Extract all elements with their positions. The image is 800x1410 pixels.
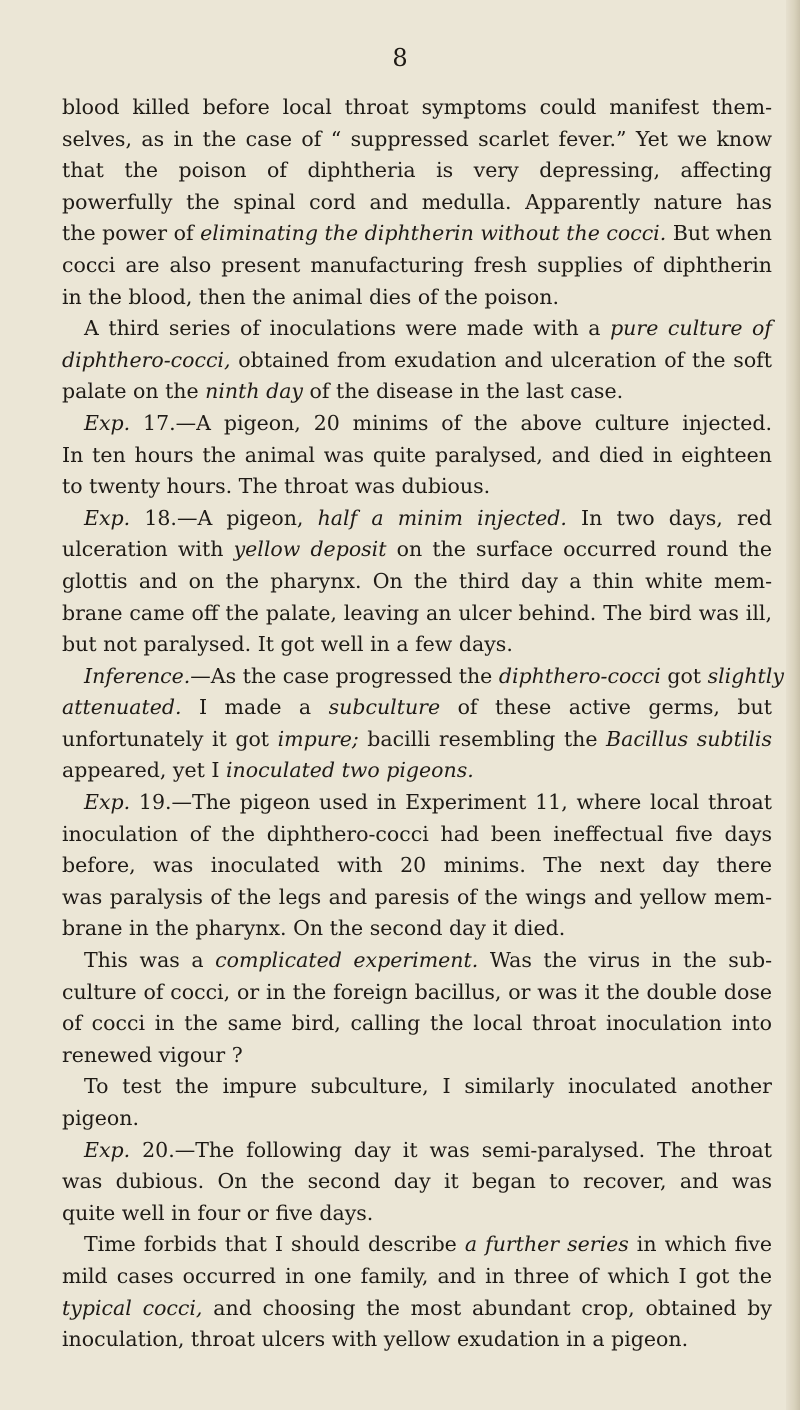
text-line xyxy=(62,629,772,661)
italic-text: attenuated. xyxy=(62,695,182,720)
text-line xyxy=(62,187,772,219)
body-text-run: This was a xyxy=(84,948,216,973)
text-line xyxy=(62,1166,772,1198)
italic-text: Bacillus subtilis xyxy=(606,726,773,751)
body-text-run: A third series of inoculations were made with a xyxy=(84,316,611,341)
text-line xyxy=(62,787,772,819)
text-line xyxy=(62,1040,772,1072)
body-text-run: —As the case progressed the xyxy=(190,663,499,688)
body-text-run: of these active germs, but xyxy=(440,695,772,720)
italic-text: ninth day xyxy=(205,379,304,404)
italic-text: Exp. xyxy=(84,790,131,815)
text-line xyxy=(62,1261,772,1293)
body-text-run: the power of xyxy=(62,221,201,246)
italic-text: Exp. xyxy=(84,1137,131,1162)
body-text-run: powerfully the spinal cord and medulla. Apparently nature has xyxy=(62,189,772,214)
body-text-run: pigeon. xyxy=(62,1106,139,1130)
italic-text: impure; xyxy=(277,726,359,751)
body-text xyxy=(62,92,784,1356)
body-text-run: that the poison of diphtheria is very depressing, affecting xyxy=(62,158,772,183)
italic-text: typical cocci, xyxy=(62,1295,203,1320)
text-line xyxy=(62,819,772,851)
text-line xyxy=(62,1198,772,1230)
body-text-run: got xyxy=(660,663,708,688)
italic-text: a further series xyxy=(464,1232,629,1257)
body-text-run: blood killed before local throat symptoms could manifest them- xyxy=(62,95,772,119)
text-line xyxy=(62,882,772,914)
text-line xyxy=(62,440,772,472)
body-text-run: was dubious. On the second day it began to recover, and was xyxy=(62,1169,772,1194)
body-text-run: was paralysis of the legs and paresis of the wings and yellow mem- xyxy=(62,884,772,909)
body-text-run: on the surface occurred round the xyxy=(386,537,773,562)
text-line xyxy=(62,503,772,535)
text-line xyxy=(62,1293,772,1325)
body-text-run: in the blood, then the animal dies of the poison. xyxy=(62,284,559,309)
body-text-run: culture of cocci, or in the foreign bacillus, or was it the double dose xyxy=(62,979,772,1004)
italic-text: inoculated two pigeons. xyxy=(226,758,474,783)
body-text-run: appeared, yet I xyxy=(62,758,226,783)
body-text-run: quite well in four or five days. xyxy=(62,1200,374,1225)
text-line xyxy=(62,155,772,187)
body-text-run: glottis and on the pharynx. On the third day a thin white mem- xyxy=(62,568,772,593)
italic-text: yellow deposit xyxy=(233,537,387,562)
page-edge-shadow xyxy=(786,0,800,1410)
body-text-run: 19.—The pigeon used in Experiment 11, where local throat xyxy=(130,790,772,815)
text-line xyxy=(62,850,772,882)
italic-text: Exp. xyxy=(84,505,131,530)
body-text-run: Time forbids that I should describe xyxy=(84,1232,465,1257)
page-number: 8 xyxy=(392,44,408,72)
body-text-run: renewed vigour ? xyxy=(62,1042,243,1067)
body-text-run: 18.—A pigeon, xyxy=(130,505,318,530)
text-line xyxy=(62,345,772,377)
italic-text: Exp. xyxy=(84,410,131,435)
body-text-run: brane in the pharynx. On the second day it died. xyxy=(62,916,566,941)
body-text-run: bacilli resembling the xyxy=(358,726,607,751)
text-line xyxy=(62,408,772,440)
italic-text: subculture xyxy=(328,695,441,720)
body-text-run: inoculation, throat ulcers with yellow exudation in a pigeon. xyxy=(62,1327,689,1352)
italic-text: eliminating the diphtherin without the cocci. xyxy=(200,221,667,246)
body-text-run: inoculation of the diphthero-cocci had been ineffectual five days xyxy=(62,821,772,846)
text-line xyxy=(62,218,772,250)
text-line xyxy=(62,1071,772,1103)
text-line xyxy=(62,755,772,787)
text-line xyxy=(62,534,772,566)
body-text-run: cocci are also present manufacturing fresh supplies of diphtherin xyxy=(62,252,772,277)
body-text-run: In two days, red xyxy=(566,505,773,530)
text-line xyxy=(62,598,772,630)
text-line xyxy=(62,376,772,408)
body-text-run: To test the impure subculture, I similarly inoculated another xyxy=(84,1074,772,1099)
italic-text: complicated experiment. xyxy=(215,948,479,973)
body-text-run: of the disease in the last case. xyxy=(303,379,624,404)
body-text-run: palate on the xyxy=(62,379,206,404)
body-text-run: ulceration with xyxy=(62,537,234,562)
text-line xyxy=(62,1229,772,1261)
text-line xyxy=(62,1324,772,1356)
body-text-run: in which five xyxy=(628,1232,772,1257)
text-line xyxy=(62,124,772,156)
text-line xyxy=(62,313,772,345)
text-line xyxy=(62,92,772,124)
text-line xyxy=(62,1135,772,1167)
body-text-run: but not paralysed. It got well in a few days. xyxy=(62,632,513,657)
text-line xyxy=(62,1008,772,1040)
body-text-run: Was the virus in the sub- xyxy=(478,948,772,973)
body-text-run: of cocci in the same bird, calling the local throat inoculation into xyxy=(62,1011,772,1036)
text-line xyxy=(62,471,772,503)
italic-text: slightly xyxy=(707,663,784,688)
text-line xyxy=(62,977,772,1009)
body-text-run: But when xyxy=(666,221,772,246)
italic-text: diphthero-cocci xyxy=(498,663,661,688)
italic-text: pure culture of xyxy=(610,316,772,341)
body-text-run: mild cases occurred in one family, and in three of which I got the xyxy=(62,1263,772,1288)
italic-text: half a minim injected. xyxy=(317,505,567,530)
text-line xyxy=(62,945,772,977)
body-text-run: In ten hours the animal was quite paralysed, and died in eighteen xyxy=(62,442,772,467)
italic-text: diphthero-cocci, xyxy=(62,347,231,372)
body-text-run: 20.—The following day it was semi-paralysed. The throat xyxy=(130,1137,772,1162)
text-line xyxy=(62,661,784,693)
text-line xyxy=(62,724,772,756)
body-text-run: 17.—A pigeon, 20 minims of the above culture injected. xyxy=(130,410,772,435)
text-line xyxy=(62,282,772,314)
body-text-run: brane came off the palate, leaving an ulcer behind. The bird was ill, xyxy=(62,600,772,625)
italic-text: Inference. xyxy=(84,663,191,688)
body-text-run: I made a xyxy=(181,695,329,720)
body-text-run: before, was inoculated with 20 minims. The next day there xyxy=(62,853,772,878)
body-text-run: and choosing the most abundant crop, obtained by xyxy=(202,1295,772,1320)
body-text-run: unfortunately it got xyxy=(62,726,278,751)
text-line xyxy=(62,250,772,282)
text-line xyxy=(62,692,772,724)
text-line xyxy=(62,566,772,598)
body-text-run: to twenty hours. The throat was dubious. xyxy=(62,474,491,499)
text-line xyxy=(62,1103,772,1135)
body-text-run: obtained from exudation and ulceration of the soft xyxy=(230,347,772,372)
body-text-run: selves, as in the case of “ suppressed scarlet fever.” Yet we know xyxy=(62,126,772,151)
text-line xyxy=(62,913,772,945)
